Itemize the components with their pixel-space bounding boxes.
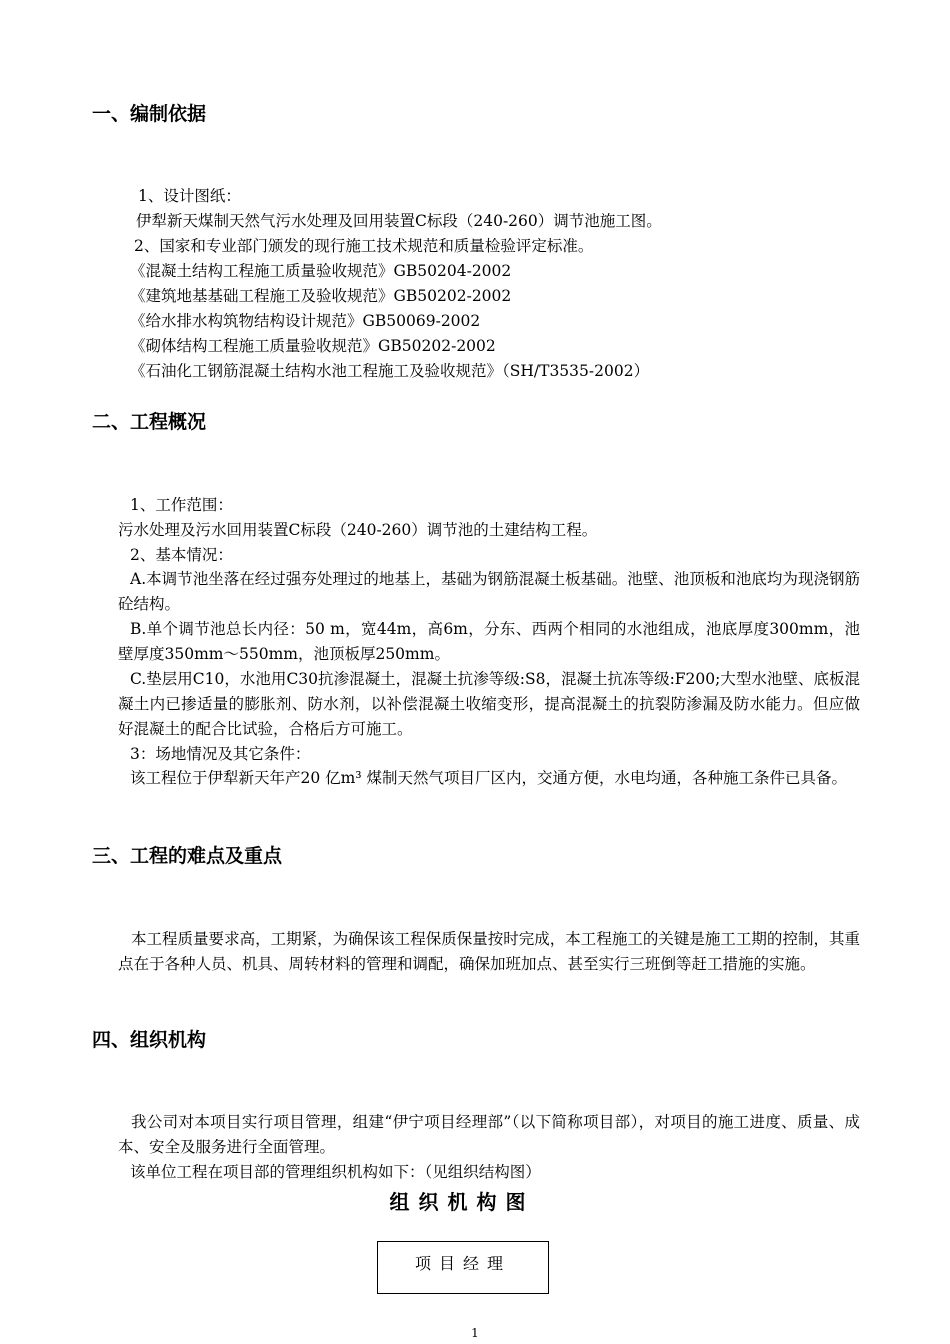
project-manager-box	[377, 1241, 549, 1294]
scope-label: 1、工作范围：	[130, 496, 233, 514]
standards-label: 2、国家和专业部门颁发的现行施工技术规范和质量检验评定标准。	[134, 237, 594, 255]
organization-chart-note: 该单位工程在项目部的管理组织机构如下：（见组织结构图）	[130, 1163, 541, 1181]
section-heading-organization: 四、组织机构	[92, 1029, 207, 1051]
standard-item: 《混凝土结构工程施工质量验收规范》GB50204-2002	[130, 262, 512, 280]
section-heading-difficulties: 三、工程的难点及重点	[92, 845, 283, 867]
standard-item: 《给水排水构筑物结构设计规范》GB50069-2002	[130, 312, 481, 330]
design-drawings-label: 1、设计图纸：	[138, 187, 241, 205]
project-manager-label: 项目经理	[414, 1254, 511, 1273]
standard-item: 《建筑地基基础工程施工及验收规范》GB50202-2002	[130, 287, 512, 305]
site-conditions-label: 3：场地情况及其它条件：	[130, 745, 311, 763]
paragraph-a: A.本调节池坐落在经过强夯处理过的地基上，基础为钢筋混凝土板基础。池壁、池顶板和池底均为现浇钢筋砼结构。	[118, 570, 860, 613]
paragraph-b: B.单个调节池总长内径：50 m，宽44m，高6m，分东、西两个相同的水池组成，池底厚度300mm，池壁厚度350mm～550mm，池顶板厚250mm。	[118, 620, 860, 663]
section-heading-basis: 一、编制依据	[92, 103, 207, 125]
site-conditions-text: 该工程位于伊犁新天年产20 亿m³ 煤制天然气项目厂区内，交通方便，水电均通，各种施工条件已具备。	[130, 769, 847, 787]
section-heading-overview: 二、工程概况	[92, 411, 207, 433]
design-drawings-text: 伊犁新天煤制天然气污水处理及回用装置C标段（240-260）调节池施工图。	[136, 212, 662, 230]
organization-paragraph: 我公司对本项目实行项目管理，组建“伊宁项目经理部”（以下简称项目部），对项目的施工进度、质量、成本、安全及服务进行全面管理。	[118, 1113, 860, 1156]
paragraph-c: C.垫层用C10，水池用C30抗渗混凝土，混凝土抗渗等级:S8，混凝土抗冻等级:F200;大型水池壁、底板混凝土内已掺适量的膨胀剂、防水剂，以补偿混凝土收缩变形，提高混凝土的抗裂防渗漏及防水能力。但应做好混凝土的配合比试验，合格后方可施工。	[118, 670, 860, 738]
basic-info-label: 2、基本情况：	[130, 546, 233, 564]
standard-item: 《石油化工钢筋混凝土结构水池工程施工及验收规范》（SH/T3535-2002）	[130, 362, 650, 380]
standard-item: 《砌体结构工程施工质量验收规范》GB50202-2002	[130, 337, 496, 355]
difficulties-paragraph: 本工程质量要求高，工期紧，为确保该工程保质保量按时完成，本工程施工的关键是施工工期的控制，其重点在于各种人员、机具、周转材料的管理和调配，确保加班加点、甚至实行三班倒等赶工措施的实施。	[118, 930, 860, 973]
org-chart-title: 组织机构图	[389, 1190, 535, 1214]
page-number: 1	[471, 1326, 479, 1340]
scope-text: 污水处理及污水回用装置C标段（240-260）调节池的土建结构工程。	[118, 521, 598, 539]
